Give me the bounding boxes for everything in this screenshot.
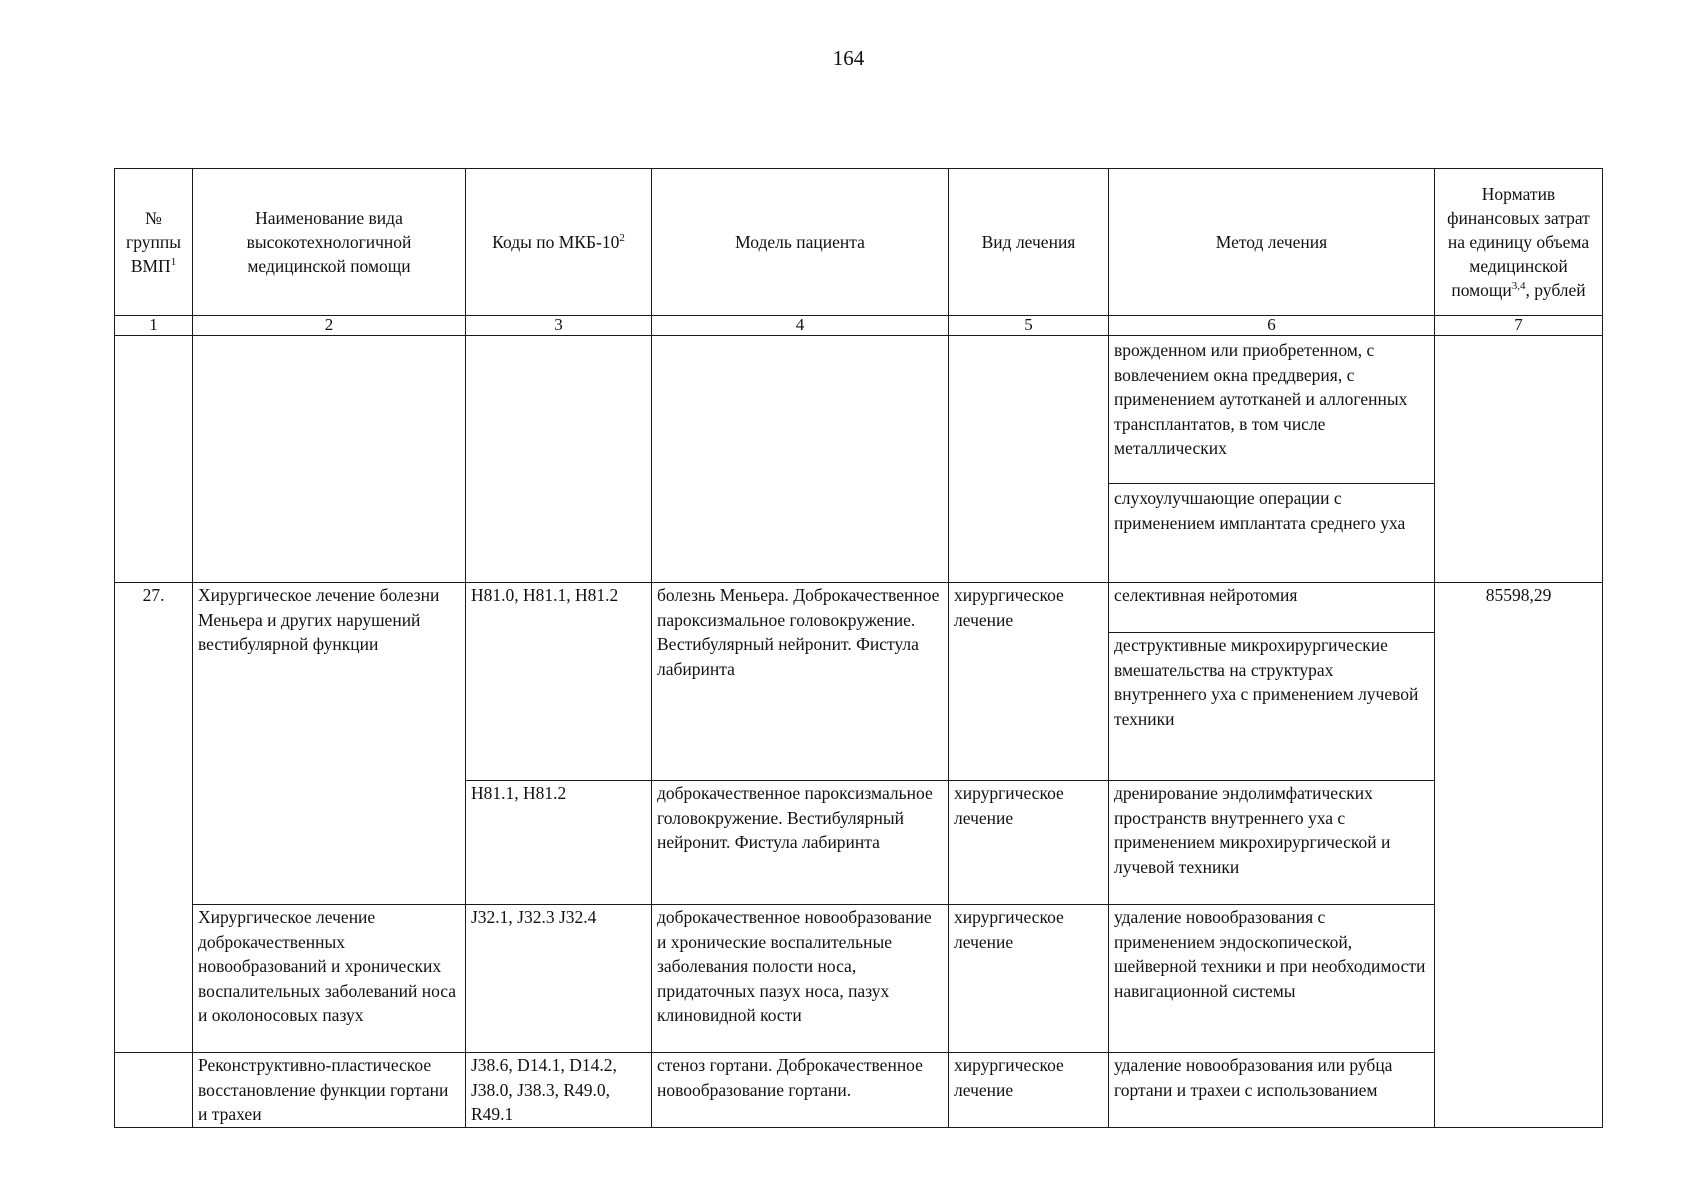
- method-cell: дренирование эндолимфатических пространств внутреннего уха с применением микрохирургической и лучевой техники: [1109, 781, 1435, 905]
- patient-model-cell: болезнь Меньера. Доброкачественное пароксизмальное головокружение. Вестибулярный нейронит. Фистула лабиринта: [652, 583, 949, 781]
- method-cell: слухоулучшающие операции с применением имплантата среднего уха: [1109, 484, 1435, 583]
- cost-cell: 85598,29: [1435, 583, 1603, 1128]
- treatment-type-cell: хирургическое лечение: [949, 781, 1109, 905]
- table-row: [115, 336, 1603, 484]
- method-cell: селективная нейротомия: [1109, 583, 1435, 633]
- header-icd-codes: Коды по МКБ-$10^2$: [466, 169, 652, 316]
- patient-model-cell: доброкачественное новообразование и хронические воспалительные заболевания полости носа, придаточных пазух носа, пазух клиновидной кости: [652, 905, 949, 1053]
- column-number: 3: [466, 316, 652, 336]
- vmp-name-cell: Хирургическое лечение доброкачественных новообразований и хронических воспалительных заболеваний носа и околоносовых пазух: [193, 905, 466, 1053]
- treatment-type-cell: хирургическое лечение: [949, 1053, 1109, 1128]
- column-number: 1: [115, 316, 193, 336]
- empty-cell: [652, 336, 949, 583]
- empty-cell: [466, 336, 652, 583]
- column-number: 6: [1109, 316, 1435, 336]
- empty-cell: [115, 1053, 193, 1128]
- page-number: 164: [832, 46, 865, 70]
- method-cell: врожденном или приобретенном, с вовлечением окна преддверия, с применением аутотканей и аллогенных трансплантатов, в том числе металлических: [1109, 336, 1435, 484]
- empty-cell: [115, 336, 193, 583]
- icd-codes-cell: J38.6, D14.1, D14.2, J38.0, J38.3, R49.0, R49.1: [466, 1053, 652, 1128]
- method-cell: деструктивные микрохирургические вмешательства на структурах внутреннего уха с применением лучевой техники: [1109, 633, 1435, 781]
- header-treatment-method: Метод лечения: [1109, 169, 1435, 316]
- column-number: 4: [652, 316, 949, 336]
- icd-codes-cell: H81.1, H81.2: [466, 781, 652, 905]
- treatment-type-cell: хирургическое лечение: [949, 583, 1109, 781]
- table-row: [115, 583, 1603, 633]
- group-number-cell: 27.: [115, 583, 193, 1053]
- header-vmp-name: Наименование вида высокотехнологичной медицинской помощи: [193, 169, 466, 316]
- method-cell: удаление новообразования с применением эндоскопической, шейверной техники и при необходимости навигационной системы: [1109, 905, 1435, 1053]
- method-cell: удаление новообразования или рубца гортани и трахеи с использованием: [1109, 1053, 1435, 1128]
- icd-codes-cell: J32.1, J32.3 J32.4: [466, 905, 652, 1053]
- patient-model-cell: доброкачественное пароксизмальное головокружение. Вестибулярный нейронит. Фистула лабиринта: [652, 781, 949, 905]
- empty-cell: [193, 336, 466, 583]
- column-number: 5: [949, 316, 1109, 336]
- table-row: [115, 1053, 1603, 1128]
- header-treatment-type: Вид лечения: [949, 169, 1109, 316]
- vmp-name-cell: Реконструктивно-пластическое восстановление функции гортани и трахеи: [193, 1053, 466, 1128]
- header-cost-standard: Норматив финансовых затрат на единицу объема медицинской помощи$^{3,4}$, рублей: [1435, 169, 1603, 316]
- icd-codes-cell: H81.0, H81.1, H81.2: [466, 583, 652, 781]
- table-header-row: [115, 169, 1603, 316]
- header-group-number: № группы ВМП$^1$: [115, 169, 193, 316]
- vmp-table: [114, 168, 1603, 1128]
- table-row: [115, 905, 1603, 1053]
- header-patient-model: Модель пациента: [652, 169, 949, 316]
- treatment-type-cell: хирургическое лечение: [949, 905, 1109, 1053]
- patient-model-cell: стеноз гортани. Доброкачественное новообразование гортани.: [652, 1053, 949, 1128]
- column-number: 2: [193, 316, 466, 336]
- empty-cell: [1435, 336, 1603, 583]
- column-number-row: [115, 316, 1603, 336]
- vmp-name-cell: Хирургическое лечение болезни Меньера и других нарушений вестибулярной функции: [193, 583, 466, 905]
- empty-cell: [949, 336, 1109, 583]
- column-number: 7: [1435, 316, 1603, 336]
